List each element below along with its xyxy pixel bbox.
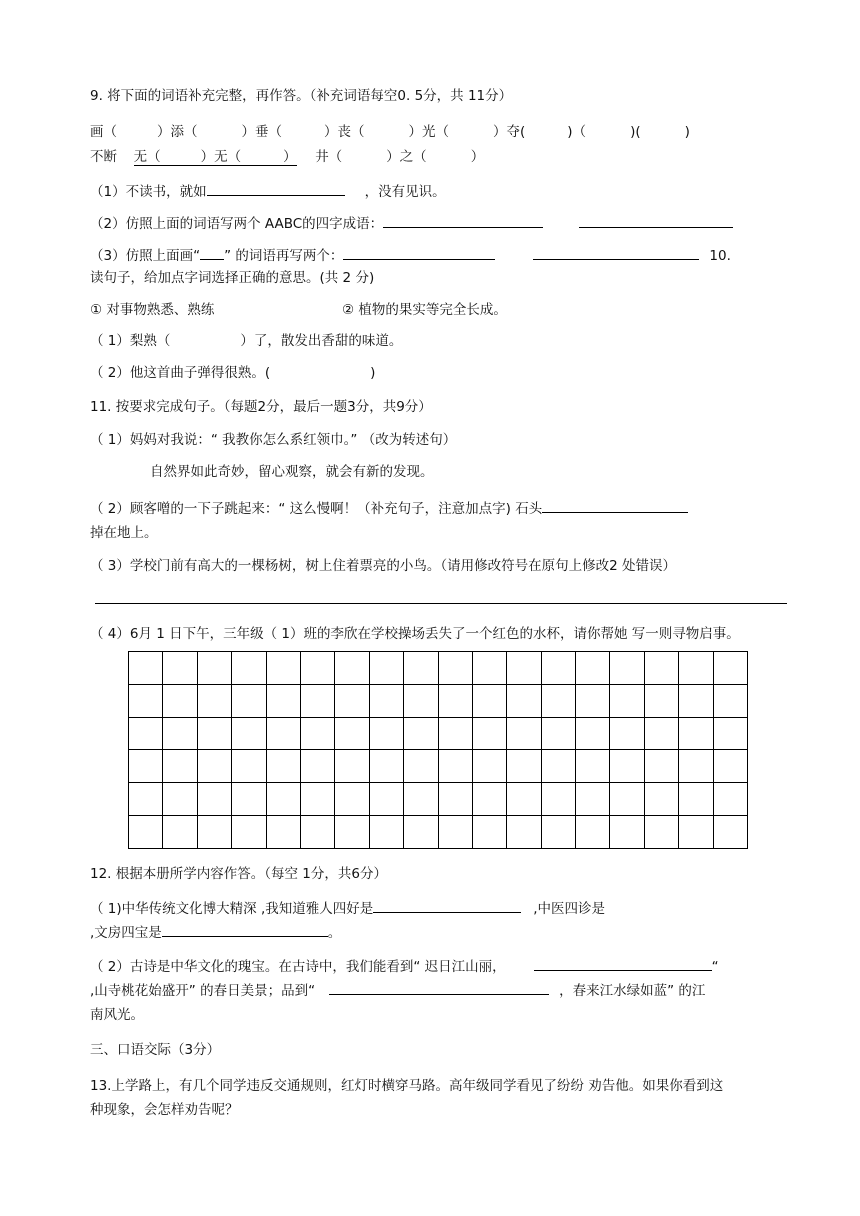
grid-cell[interactable] bbox=[713, 750, 747, 783]
grid-cell[interactable] bbox=[507, 815, 541, 848]
q10-sentence-1 bbox=[90, 329, 402, 349]
grid-cell[interactable] bbox=[679, 783, 713, 816]
q11-item-3: （ 3）学校门前有高大的一棵杨树，树上住着票亮的小鸟。（请用修改符号在原句上修改2 处错误） bbox=[90, 558, 677, 574]
answer-blank[interactable] bbox=[534, 955, 712, 971]
grid-cell[interactable] bbox=[335, 652, 369, 685]
q9-row1-part: ) bbox=[684, 124, 690, 140]
grid-cell[interactable] bbox=[404, 717, 438, 750]
q9-row1-part: ）夺( bbox=[493, 124, 526, 140]
q9-row1-part: )（ bbox=[567, 124, 587, 140]
grid-cell[interactable] bbox=[232, 815, 266, 848]
grid-cell[interactable] bbox=[266, 783, 300, 816]
grid-cell[interactable] bbox=[438, 783, 472, 816]
grid-cell[interactable] bbox=[300, 815, 334, 848]
grid-cell[interactable] bbox=[438, 717, 472, 750]
q9-row1-part: ）添（ bbox=[157, 124, 198, 140]
grid-cell[interactable] bbox=[438, 750, 472, 783]
grid-cell[interactable] bbox=[472, 815, 506, 848]
q9-row2 bbox=[90, 145, 484, 165]
grid-row bbox=[129, 652, 748, 685]
grid-cell[interactable] bbox=[713, 717, 747, 750]
grid-cell[interactable] bbox=[507, 652, 541, 685]
q10-title: 读句子，给加点字词选择正确的意思。(共 2 分) bbox=[90, 270, 375, 286]
grid-cell[interactable] bbox=[163, 783, 197, 816]
grid-cell[interactable] bbox=[576, 717, 610, 750]
q9-sub1-text: （1）不读书，就如 bbox=[90, 184, 207, 200]
grid-cell[interactable] bbox=[472, 652, 506, 685]
q13-line-2: 种现象，会怎样劝告呢？ bbox=[90, 1102, 239, 1118]
q9-row1 bbox=[90, 120, 690, 140]
grid-cell[interactable] bbox=[163, 684, 197, 717]
q12-item-2-text: ,山寺桃花始盛开” 的春日美景；品到“ bbox=[90, 983, 316, 999]
grid-cell[interactable] bbox=[541, 684, 575, 717]
grid-cell[interactable] bbox=[713, 815, 747, 848]
q12-item-1-text: ,中医四诊是 bbox=[533, 901, 606, 917]
grid-cell[interactable] bbox=[507, 684, 541, 717]
grid-cell[interactable] bbox=[129, 684, 163, 717]
answer-blank[interactable] bbox=[542, 497, 688, 513]
grid-cell[interactable] bbox=[335, 783, 369, 816]
grid-cell[interactable] bbox=[300, 652, 334, 685]
grid-cell[interactable] bbox=[438, 652, 472, 685]
grid-cell[interactable] bbox=[335, 717, 369, 750]
grid-cell[interactable] bbox=[472, 717, 506, 750]
q11-item-2-end: 掉在地上。 bbox=[90, 525, 158, 541]
grid-cell[interactable] bbox=[610, 717, 644, 750]
q9-sub3-text: （3）仿照上面画“ bbox=[90, 248, 201, 264]
grid-cell[interactable] bbox=[644, 652, 678, 685]
grid-cell[interactable] bbox=[335, 815, 369, 848]
q10-sentence-text: （ 1）梨熟（ bbox=[90, 333, 171, 349]
q9-row1-part: ）垂（ bbox=[241, 124, 282, 140]
grid-cell[interactable] bbox=[576, 750, 610, 783]
q9-row1-part: 画（ bbox=[90, 124, 117, 140]
grid-cell[interactable] bbox=[369, 684, 403, 717]
grid-cell[interactable] bbox=[197, 652, 231, 685]
q9-row2-part: ）无（ bbox=[200, 149, 242, 165]
section-3-title: 三、口语交际（3分） bbox=[90, 1042, 221, 1058]
q10-number: 10. bbox=[709, 248, 731, 264]
q9-row2-part: ） bbox=[470, 149, 485, 165]
grid-cell[interactable] bbox=[266, 652, 300, 685]
grid-cell[interactable] bbox=[197, 783, 231, 816]
grid-cell[interactable] bbox=[129, 783, 163, 816]
answer-blank[interactable] bbox=[343, 244, 495, 260]
grid-cell[interactable] bbox=[404, 652, 438, 685]
grid-cell[interactable] bbox=[129, 717, 163, 750]
grid-cell[interactable] bbox=[163, 717, 197, 750]
q9-sub1-text: ，没有见识。 bbox=[364, 184, 446, 200]
answer-blank[interactable] bbox=[207, 180, 345, 196]
q12-title: 12. 根据本册所学内容作答。（每空 1分，共6分） bbox=[90, 866, 387, 882]
q9-row2-part: 井（ bbox=[315, 149, 343, 165]
q9-row1-part: ）光（ bbox=[408, 124, 449, 140]
q12-item-2-text: “ bbox=[711, 959, 719, 975]
q11-item-1: （ 1）妈妈对我说：“ 我教你怎么系红领巾。” （改为转述句） bbox=[90, 432, 457, 448]
grid-cell[interactable] bbox=[576, 815, 610, 848]
q9-sub3-text: ” 的词语再写两个： bbox=[224, 248, 344, 264]
q12-item-2-cont bbox=[90, 979, 705, 999]
grid-cell[interactable] bbox=[369, 717, 403, 750]
grid-row bbox=[129, 684, 748, 717]
q12-item-1-cont bbox=[90, 921, 341, 941]
grid-cell[interactable] bbox=[610, 815, 644, 848]
q9-row2-part: 不断 bbox=[90, 149, 117, 165]
grid-cell[interactable] bbox=[644, 684, 678, 717]
grid-cell[interactable] bbox=[679, 750, 713, 783]
grid-cell[interactable] bbox=[232, 783, 266, 816]
q9-sub2 bbox=[90, 212, 733, 232]
grid-cell[interactable] bbox=[507, 783, 541, 816]
q9-row2-part: ） bbox=[283, 149, 297, 165]
grid-cell[interactable] bbox=[129, 815, 163, 848]
grid-cell[interactable] bbox=[232, 652, 266, 685]
grid-cell[interactable] bbox=[404, 815, 438, 848]
grid-row bbox=[129, 750, 748, 783]
grid-cell[interactable] bbox=[472, 783, 506, 816]
q10-sentence-text: ）了，散发出香甜的味道。 bbox=[240, 333, 403, 349]
answer-blank[interactable] bbox=[329, 979, 549, 995]
grid-row bbox=[129, 815, 748, 848]
writing-grid[interactable] bbox=[128, 651, 748, 849]
grid-cell[interactable] bbox=[541, 652, 575, 685]
grid-cell[interactable] bbox=[644, 815, 678, 848]
q10-sentence-2 bbox=[90, 361, 375, 381]
grid-cell[interactable] bbox=[541, 815, 575, 848]
q9-row2-part: ）之（ bbox=[386, 149, 427, 165]
example-blank bbox=[200, 244, 224, 260]
grid-cell[interactable] bbox=[266, 717, 300, 750]
grid-cell[interactable] bbox=[197, 717, 231, 750]
q11-item-2-text: （ 2）顾客噌的一下子跳起来：“ 这么慢啊！（补充句子，注意加点字) 石头 bbox=[90, 501, 543, 517]
q9-sub2-text: （2）仿照上面的词语写两个 AABC的四字成语： bbox=[90, 216, 384, 232]
grid-cell[interactable] bbox=[163, 652, 197, 685]
grid-cell[interactable] bbox=[679, 717, 713, 750]
grid-cell[interactable] bbox=[197, 815, 231, 848]
grid-cell[interactable] bbox=[644, 717, 678, 750]
grid-cell[interactable] bbox=[610, 783, 644, 816]
grid-cell[interactable] bbox=[507, 750, 541, 783]
grid-cell[interactable] bbox=[163, 815, 197, 848]
grid-cell[interactable] bbox=[129, 750, 163, 783]
q12-item-1 bbox=[90, 897, 605, 917]
q9-title: 9. 将下面的词语补充完整，再作答。（补充词语每空0. 5分，共 11分） bbox=[90, 88, 513, 104]
grid-cell[interactable] bbox=[163, 750, 197, 783]
q13-line-1: 13.上学路上，有几个同学违反交通规则，红灯时横穿马路。高年级同学看见了纷纷 劝告他。如果你看到这 bbox=[90, 1078, 724, 1094]
grid-cell[interactable] bbox=[576, 652, 610, 685]
grid-cell[interactable] bbox=[300, 717, 334, 750]
grid-cell[interactable] bbox=[576, 684, 610, 717]
grid-cell[interactable] bbox=[576, 783, 610, 816]
grid-cell[interactable] bbox=[369, 783, 403, 816]
q12-item-2 bbox=[90, 955, 719, 975]
answer-blank[interactable] bbox=[373, 897, 521, 913]
q9-row1-part: )( bbox=[630, 124, 641, 140]
q10-sentence-text: ) bbox=[370, 365, 376, 381]
grid-cell[interactable] bbox=[232, 717, 266, 750]
grid-cell[interactable] bbox=[335, 684, 369, 717]
q12-item-1-text: 。 bbox=[327, 925, 342, 941]
grid-cell[interactable] bbox=[369, 750, 403, 783]
grid-cell[interactable] bbox=[232, 750, 266, 783]
grid-cell[interactable] bbox=[369, 815, 403, 848]
grid-cell[interactable] bbox=[679, 652, 713, 685]
q11-item-4: （ 4）6月 1 日下午，三年级（ 1）班的李欣在学校操场丢失了一个红色的水杯，请你帮她 写一则寻物启事。 bbox=[90, 626, 740, 642]
q12-item-2-text: （ 2）古诗是中华文化的瑰宝。在古诗中，我们能看到“ 迟日江山丽， bbox=[90, 959, 506, 975]
grid-row bbox=[129, 717, 748, 750]
grid-cell[interactable] bbox=[541, 783, 575, 816]
grid-cell[interactable] bbox=[610, 750, 644, 783]
grid-cell[interactable] bbox=[713, 783, 747, 816]
q9-row2-part: 无（ bbox=[133, 149, 161, 165]
grid-cell[interactable] bbox=[404, 684, 438, 717]
answer-blank[interactable] bbox=[383, 212, 543, 228]
q9-sub1 bbox=[90, 180, 446, 200]
grid-cell[interactable] bbox=[472, 684, 506, 717]
grid-cell[interactable] bbox=[266, 750, 300, 783]
grid-cell[interactable] bbox=[610, 652, 644, 685]
grid-cell[interactable] bbox=[610, 684, 644, 717]
q11-title: 11. 按要求完成句子。（每题2分，最后一题3分，共9分） bbox=[90, 399, 432, 415]
grid-cell[interactable] bbox=[300, 684, 334, 717]
grid-cell[interactable] bbox=[404, 783, 438, 816]
grid-cell[interactable] bbox=[404, 750, 438, 783]
q12-item-2-text: ，春来江水绿如蓝” 的江 bbox=[559, 983, 706, 999]
grid-cell[interactable] bbox=[507, 717, 541, 750]
grid-cell[interactable] bbox=[541, 717, 575, 750]
grid-cell[interactable] bbox=[266, 815, 300, 848]
grid-cell[interactable] bbox=[438, 815, 472, 848]
q11-item-1-sentence: 自然界如此奇妙，留心观察，就会有新的发现。 bbox=[150, 464, 434, 480]
grid-cell[interactable] bbox=[129, 652, 163, 685]
grid-cell[interactable] bbox=[197, 684, 231, 717]
answer-line[interactable] bbox=[95, 603, 787, 604]
answer-blank[interactable] bbox=[579, 212, 733, 228]
grid-cell[interactable] bbox=[713, 652, 747, 685]
grid-cell[interactable] bbox=[679, 815, 713, 848]
q9-sub3 bbox=[90, 244, 731, 264]
answer-blank[interactable] bbox=[533, 244, 699, 260]
grid-cell[interactable] bbox=[541, 750, 575, 783]
q11-item-2 bbox=[90, 497, 688, 517]
grid-cell[interactable] bbox=[335, 750, 369, 783]
q9-row1-part: ）丧（ bbox=[324, 124, 365, 140]
grid-row bbox=[129, 783, 748, 816]
q12-item-2-end: 南风光。 bbox=[90, 1007, 144, 1023]
grid-cell[interactable] bbox=[266, 684, 300, 717]
grid-cell[interactable] bbox=[232, 684, 266, 717]
grid-cell[interactable] bbox=[644, 750, 678, 783]
grid-cell[interactable] bbox=[300, 750, 334, 783]
grid-cell[interactable] bbox=[472, 750, 506, 783]
q12-item-1-text: ,文房四宝是 bbox=[90, 925, 162, 941]
q10-sentence-text: （ 2）他这首曲子弹得很熟。( bbox=[90, 365, 271, 381]
grid-cell[interactable] bbox=[713, 684, 747, 717]
q10-option-1: ① 对事物熟悉、熟练 bbox=[90, 302, 215, 318]
answer-blank[interactable] bbox=[162, 921, 328, 937]
grid-cell[interactable] bbox=[644, 783, 678, 816]
grid-cell[interactable] bbox=[369, 652, 403, 685]
q10-option-2: ② 植物的果实等完全长成。 bbox=[342, 302, 507, 318]
grid-cell[interactable] bbox=[679, 684, 713, 717]
grid-cell[interactable] bbox=[300, 783, 334, 816]
grid-cell[interactable] bbox=[438, 684, 472, 717]
grid-cell[interactable] bbox=[197, 750, 231, 783]
q12-item-1-text: （ 1)中华传统文化博大精深 ,我知道雅人四好是 bbox=[90, 901, 374, 917]
